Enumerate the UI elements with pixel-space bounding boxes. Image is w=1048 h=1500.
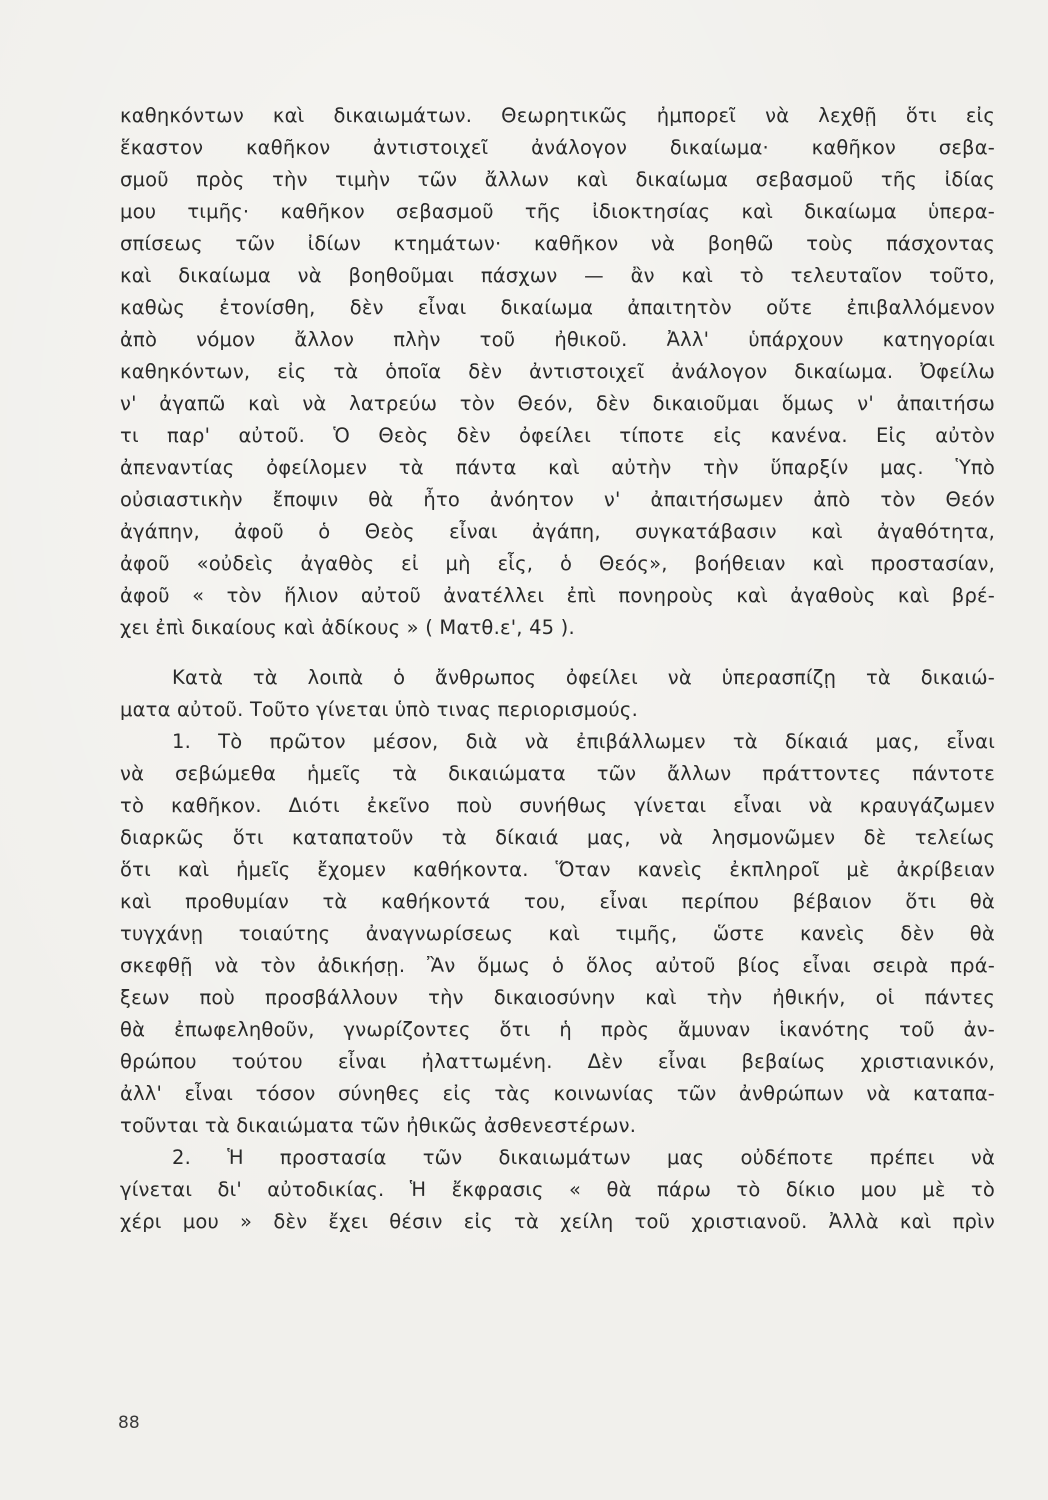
text-line: τοῦνται τὰ δικαιώματα τῶν ἠθικῶς ἀσθενεστέρων.	[120, 1114, 637, 1137]
paragraph-3	[120, 726, 995, 1142]
text-line: σμοῦ πρὸς τὴν τιμὴν τῶν ἄλλων καὶ δικαίωμα σεβασμοῦ τῆς ἰδίας	[120, 168, 995, 191]
text-line: Κατὰ τὰ λοιπὰ ὁ ἄνθρωπος ὀφείλει νὰ ὑπερασπίζῃ τὰ δικαιώ-	[172, 666, 995, 689]
text-line: ματα αὐτοῦ. Τοῦτο γίνεται ὑπὸ τινας περιορισμούς.	[120, 698, 638, 721]
text-line: ἀπεναντίας ὀφείλομεν τὰ πάντα καὶ αὐτὴν τὴν ὕπαρξίν μας. Ὑπὸ	[120, 456, 995, 479]
text-line: τι παρ' αὐτοῦ. Ὁ Θεὸς δὲν ὀφείλει τίποτε εἰς κανένα. Εἰς αὐτὸν	[120, 424, 995, 447]
text-line: οὐσιαστικὴν ἔποψιν θὰ ἦτο ἀνόητον ν' ἀπαιτήσωμεν ἀπὸ τὸν Θεόν	[120, 488, 995, 511]
text-line: καθηκόντων καὶ δικαιωμάτων. Θεωρητικῶς ἠμπορεῖ νὰ λεχθῇ ὅτι εἰς	[120, 104, 995, 127]
text-line: σκεφθῇ νὰ τὸν ἀδικήσῃ. Ἂν ὅμως ὁ ὅλος αὐτοῦ βίος εἶναι σειρὰ πρά-	[120, 954, 995, 977]
text-line: χει ἐπὶ δικαίους καὶ ἀδίκους » ( Ματθ.ε', 45 ).	[120, 616, 575, 639]
text-line: θὰ ἐπωφεληθοῦν, γνωρίζοντες ὅτι ἡ πρὸς ἄμυναν ἱκανότης τοῦ ἀν-	[120, 1018, 995, 1041]
text-line: καὶ προθυμίαν τὰ καθήκοντά του, εἶναι περίπου βέβαιον ὅτι θὰ	[120, 890, 995, 913]
text-line: ἕκαστον καθῆκον ἀντιστοιχεῖ ἀνάλογον δικαίωμα· καθῆκον σεβα-	[120, 136, 995, 159]
paragraph-2	[120, 662, 995, 726]
text-line: ἀφοῦ « τὸν ἥλιον αὐτοῦ ἀνατέλλει ἐπὶ πονηροὺς καὶ ἀγαθοὺς καὶ βρέ-	[120, 584, 995, 607]
body-text	[120, 100, 995, 1238]
text-line: τὸ καθῆκον. Διότι ἐκεῖνο ποὺ συνήθως γίνεται εἶναι νὰ κραυγάζωμεν	[120, 794, 995, 817]
text-line: θρώπου τούτου εἶναι ἠλαττωμένη. Δὲν εἶναι βεβαίως χριστιανικόν,	[120, 1050, 995, 1073]
text-line: καθηκόντων, εἰς τὰ ὁποῖα δὲν ἀντιστοιχεῖ ἀνάλογον δικαίωμα. Ὀφείλω	[120, 360, 995, 383]
text-line: καὶ δικαίωμα νὰ βοηθοῦμαι πάσχων — ἂν καὶ τὸ τελευταῖον τοῦτο,	[120, 264, 995, 287]
text-line: ὅτι καὶ ἡμεῖς ἔχομεν καθήκοντα. Ὅταν κανεὶς ἐκπληροῖ μὲ ἀκρίβειαν	[120, 858, 995, 881]
text-line: χέρι μου » δὲν ἔχει θέσιν εἰς τὰ χείλη τοῦ χριστιανοῦ. Ἀλλὰ καὶ πρὶν	[120, 1210, 995, 1233]
paragraph-4	[120, 1142, 995, 1238]
page-number: 88	[118, 1413, 140, 1433]
text-line: νὰ σεβώμεθα ἡμεῖς τὰ δικαιώματα τῶν ἄλλων πράττοντες πάντοτε	[120, 762, 995, 785]
text-line: ἀπὸ νόμον ἄλλον πλὴν τοῦ ἠθικοῦ. Ἀλλ' ὑπάρχουν κατηγορίαι	[120, 328, 995, 351]
text-line: 1. Τὸ πρῶτον μέσον, διὰ νὰ ἐπιβάλλωμεν τὰ δίκαιά μας, εἶναι	[172, 730, 995, 753]
paragraph-1	[120, 100, 995, 644]
text-line: ἀφοῦ «οὐδεὶς ἀγαθὸς εἰ μὴ εἷς, ὁ Θεός», βοήθειαν καὶ προστασίαν,	[120, 552, 995, 575]
text-line: 2. Ἡ προστασία τῶν δικαιωμάτων μας οὐδέποτε πρέπει νὰ	[172, 1146, 995, 1169]
text-line: μου τιμῆς· καθῆκον σεβασμοῦ τῆς ἰδιοκτησίας καὶ δικαίωμα ὑπερα-	[120, 200, 995, 223]
text-line: τυγχάνῃ τοιαύτης ἀναγνωρίσεως καὶ τιμῆς, ὥστε κανεὶς δὲν θὰ	[120, 922, 995, 945]
text-line: σπίσεως τῶν ἰδίων κτημάτων· καθῆκον νὰ βοηθῶ τοὺς πάσχοντας	[120, 232, 995, 255]
text-line: ἀγάπην, ἀφοῦ ὁ Θεὸς εἶναι ἀγάπη, συγκατάβασιν καὶ ἀγαθότητα,	[120, 520, 995, 543]
text-line: ν' ἀγαπῶ καὶ νὰ λατρεύω τὸν Θεόν, δὲν δικαιοῦμαι ὅμως ν' ἀπαιτήσω	[120, 392, 995, 415]
text-line: γίνεται δι' αὐτοδικίας. Ἡ ἔκφρασις « θὰ πάρω τὸ δίκιο μου μὲ τὸ	[120, 1178, 995, 1201]
text-line: ξεων ποὺ προσβάλλουν τὴν δικαιοσύνην καὶ τὴν ἠθικήν, οἱ πάντες	[120, 986, 995, 1009]
text-line: διαρκῶς ὅτι καταπατοῦν τὰ δίκαιά μας, νὰ λησμονῶμεν δὲ τελείως	[120, 826, 995, 849]
text-line: καθὼς ἐτονίσθη, δὲν εἶναι δικαίωμα ἀπαιτητὸν οὔτε ἐπιβαλλόμενον	[120, 296, 995, 319]
text-line: ἀλλ' εἶναι τόσον σύνηθες εἰς τὰς κοινωνίας τῶν ἀνθρώπων νὰ καταπα-	[120, 1082, 995, 1105]
